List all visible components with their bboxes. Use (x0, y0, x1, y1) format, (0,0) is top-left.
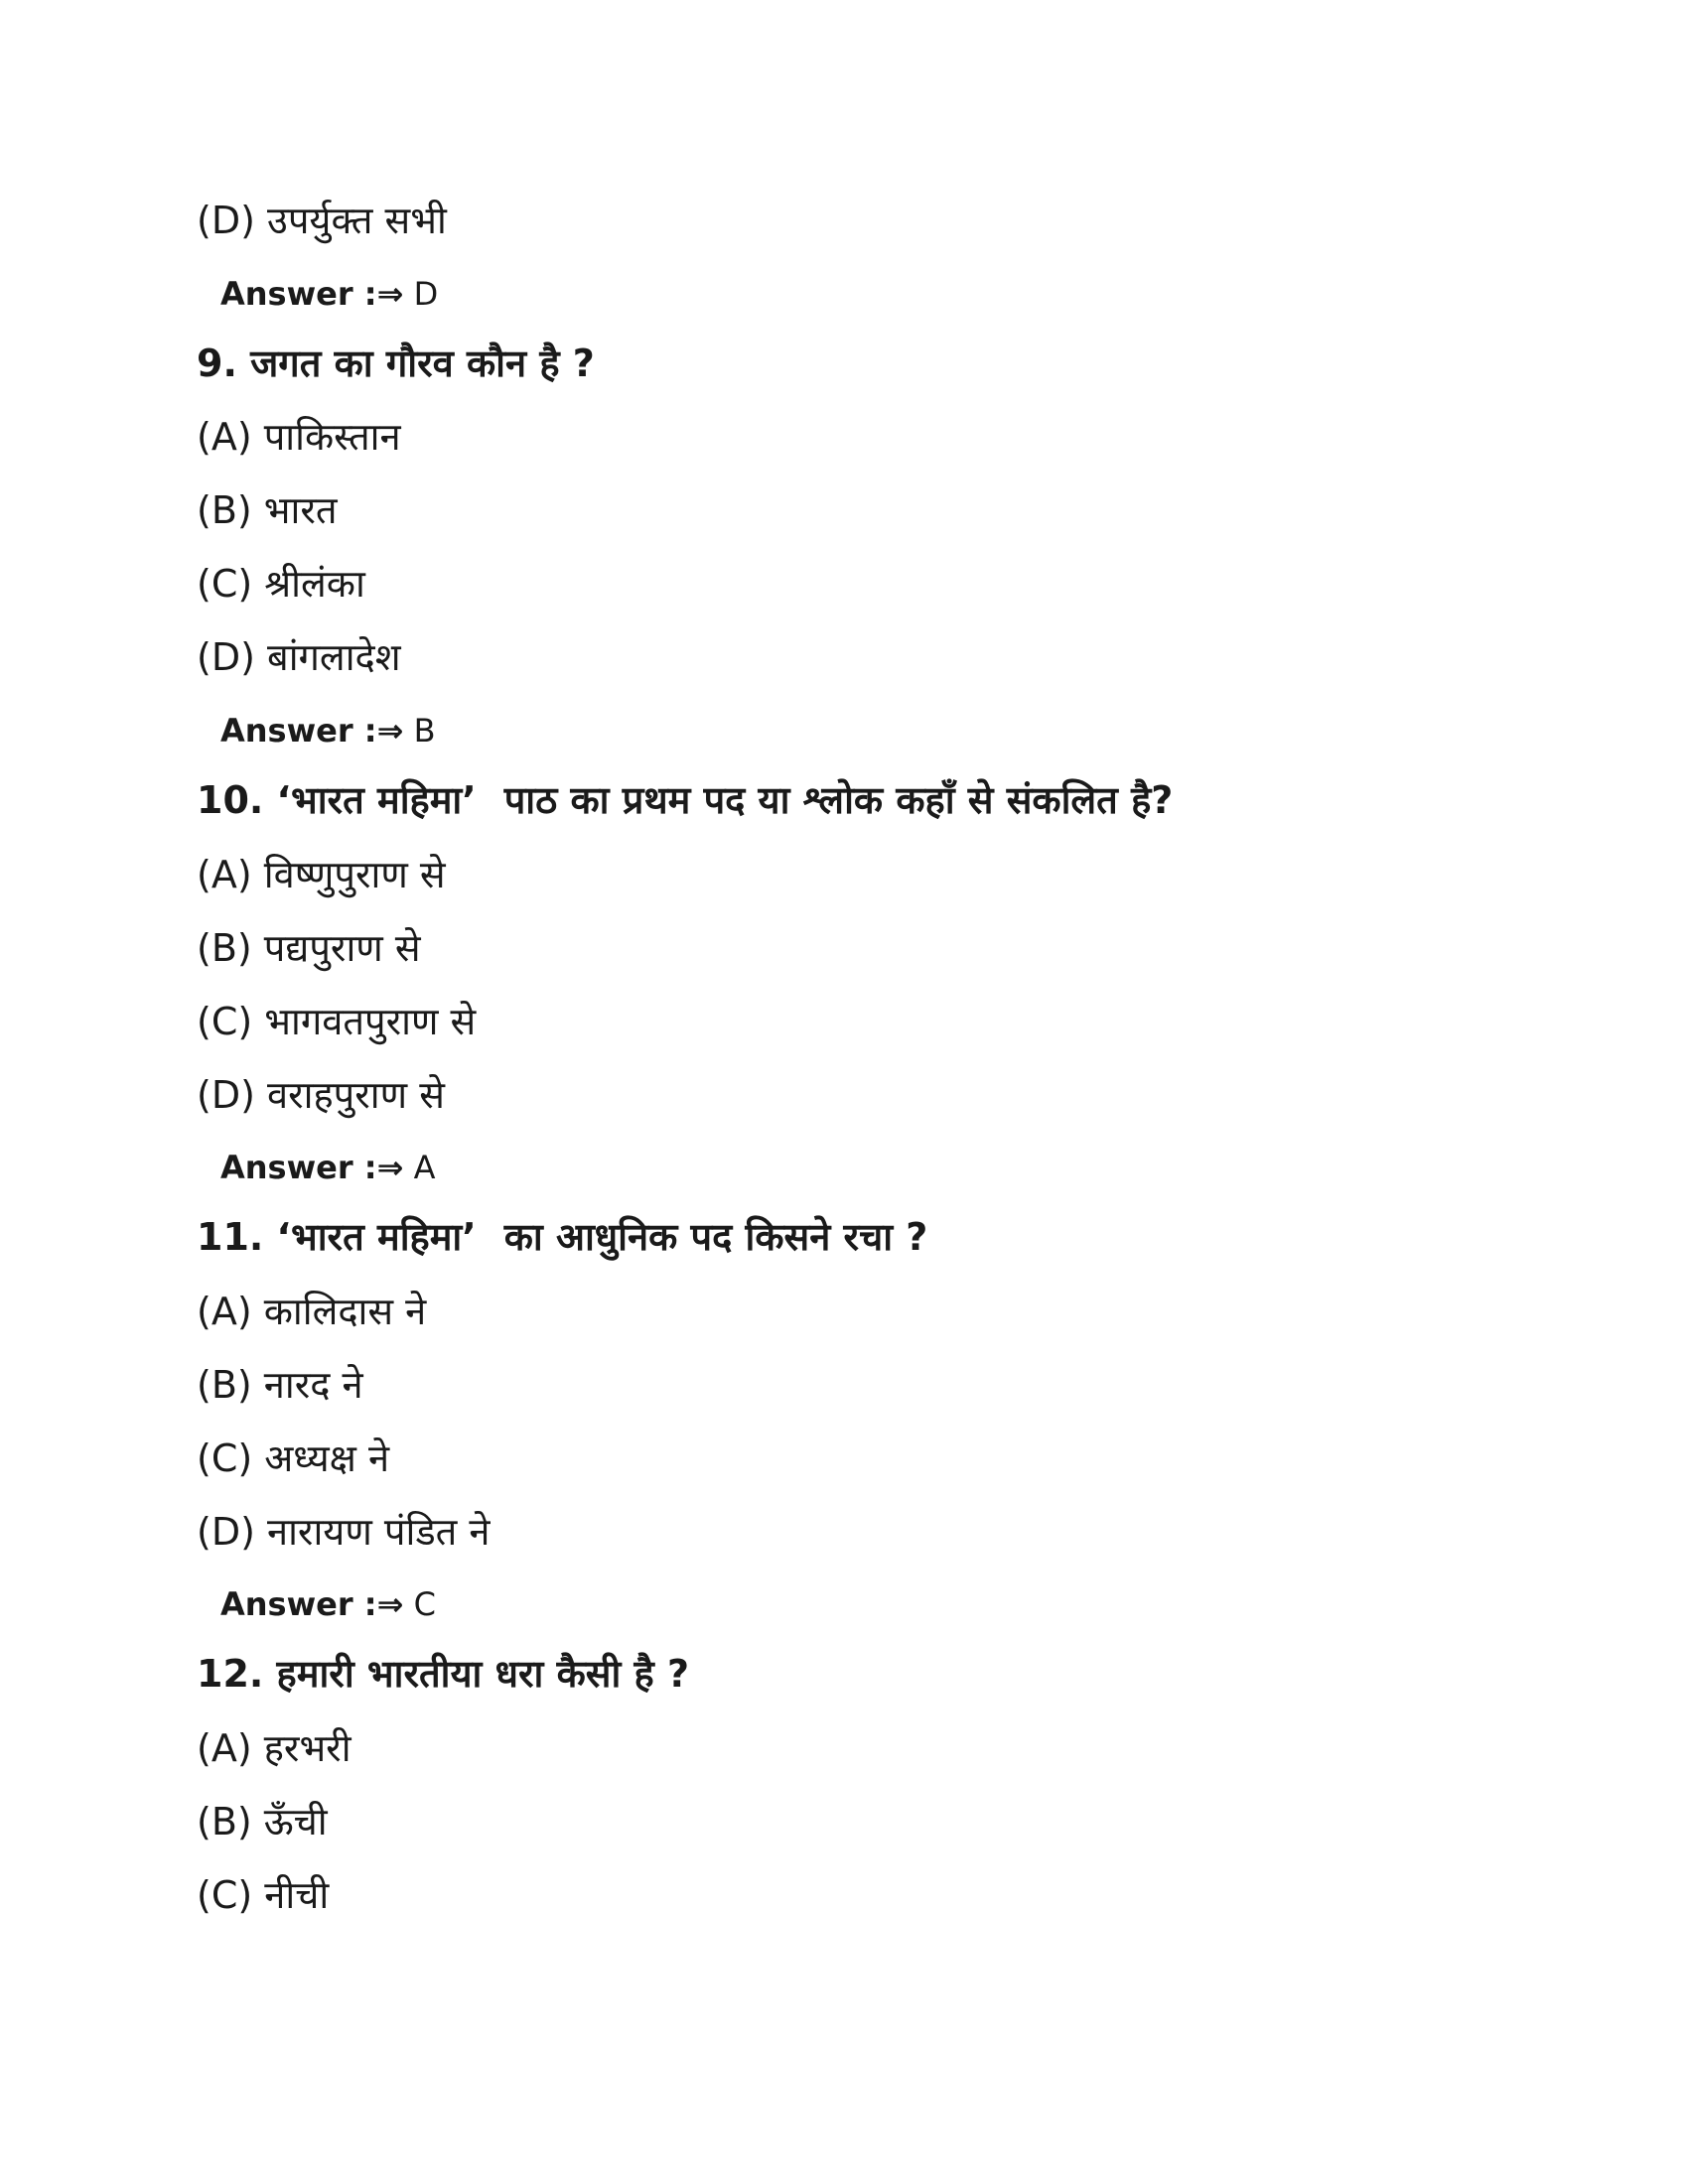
answer-label: Answer :⇒ (220, 275, 404, 313)
option-a: (A) पाकिस्तान (197, 415, 401, 459)
answer-label: Answer :⇒ (220, 1149, 404, 1186)
question-11-rest: का आधुनिक पद किसने रचा ? (503, 1215, 928, 1259)
option-b: (B) ऊँची (197, 1800, 328, 1843)
option-c: (C) श्रीलंका (197, 562, 365, 606)
option-a: (A) कालिदास ने (197, 1290, 427, 1333)
option-d: (D) उपर्युक्त सभी (197, 199, 447, 242)
option-c: (C) अध्यक्ष ने (197, 1436, 390, 1480)
option-d: (D) वराहपुराण से (197, 1073, 445, 1117)
question-11-prefix: 11. ‘भारत महिमा’ (197, 1215, 477, 1259)
option-d: (D) नारायण पंडित ने (197, 1510, 491, 1554)
question-11-text (197, 1215, 928, 1259)
option-a: (A) हरभरी (197, 1726, 352, 1770)
option-a: (A) विष्णुपुराण से (197, 853, 446, 896)
option-c: (C) नीची (197, 1873, 330, 1917)
option-b: (B) नारद ने (197, 1363, 363, 1407)
answer-label: Answer :⇒ (220, 1585, 404, 1623)
question-10-prefix: 10. ‘भारत महिमा’ (197, 778, 477, 822)
question-9-text: 9. जगत का गौरव कौन है ? (197, 341, 595, 385)
question-12-text: 12. हमारी भारतीया धरा कैसी है ? (197, 1652, 689, 1696)
option-d: (D) बांगलादेश (197, 635, 401, 679)
option-c: (C) भागवतपुराण से (197, 1000, 477, 1043)
answer-value: C (413, 1585, 436, 1623)
answer-value: D (413, 275, 439, 313)
answer-value: A (413, 1149, 436, 1186)
option-b: (B) पद्यपुराण से (197, 926, 421, 970)
answer-value: B (413, 712, 436, 750)
answer-line (220, 1149, 436, 1186)
question-10-rest: पाठ का प्रथम पद या श्लोक कहाँ से संकलित है? (503, 778, 1174, 822)
answer-line (220, 712, 436, 750)
answer-label: Answer :⇒ (220, 712, 404, 750)
answer-line (220, 1585, 436, 1623)
option-b: (B) भारत (197, 488, 338, 532)
question-10-text (197, 778, 1174, 822)
answer-line (220, 275, 439, 313)
